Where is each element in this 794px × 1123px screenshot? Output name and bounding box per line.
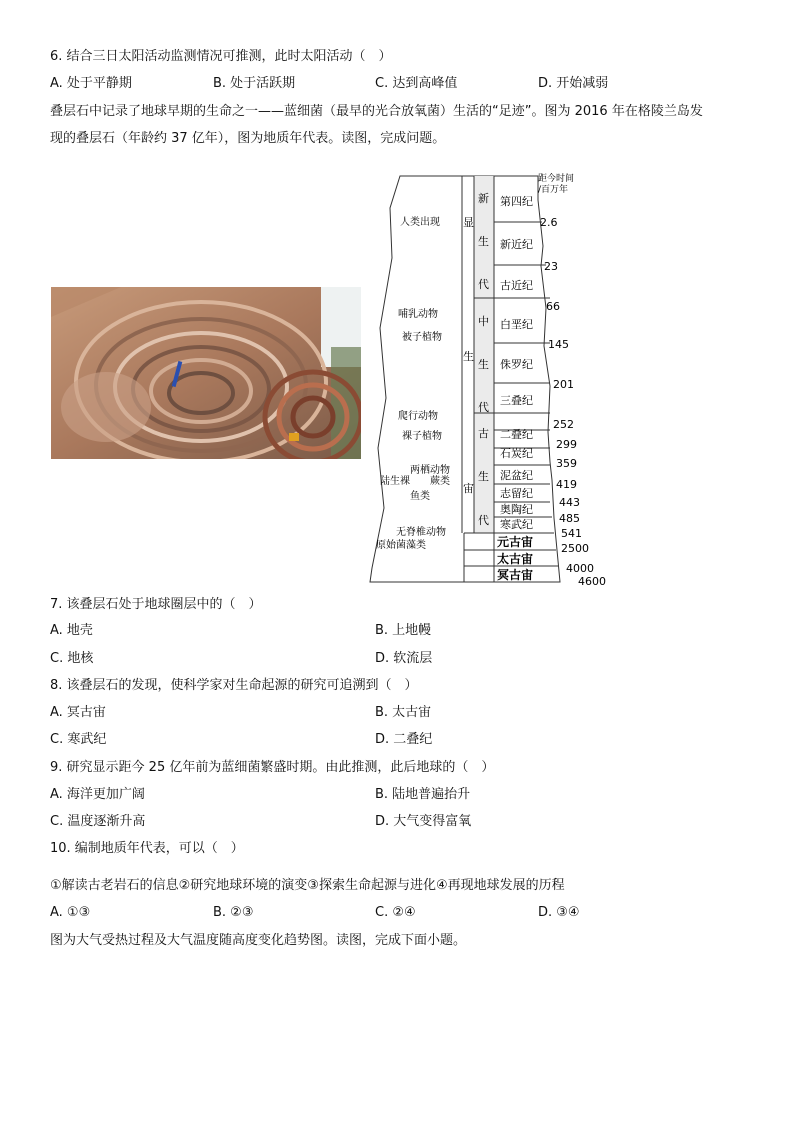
eon-proterozoic: 元古宙	[497, 535, 534, 549]
era-paleozoic-2: 代	[478, 514, 489, 527]
age-9: 443	[559, 496, 580, 509]
q8-option-d: D. 二叠纪	[375, 732, 433, 747]
age-1: 23	[544, 260, 558, 273]
q9-stem: 9. 研究显示距今 25 亿年前为蓝细菌繁盛时期。由此推测，此后地球的（ ）	[50, 760, 495, 775]
age-5: 252	[553, 418, 574, 431]
age-header-1: 距今时间	[538, 174, 575, 184]
life-4: 裸子植物	[402, 431, 442, 442]
q8-option-b: B. 太古宙	[375, 705, 432, 720]
age-8: 419	[556, 478, 577, 491]
q8-stem: 8. 该叠层石的发现，使科学家对生命起源的研究可追溯到（ ）	[50, 678, 418, 693]
era-mesozoic-1: 生	[478, 358, 489, 371]
period-7: 石炭纪	[500, 447, 533, 460]
period-6: 二叠纪	[500, 428, 533, 441]
life-9: 原始菌藻类	[376, 540, 426, 551]
eon-label-0: 显	[463, 216, 474, 229]
q7-stem: 7. 该叠层石处于地球圈层中的（ ）	[50, 597, 262, 612]
q7-option-c: C. 地核	[50, 651, 94, 666]
era-paleozoic-0: 古	[478, 427, 489, 440]
era-cenozoic-1: 生	[478, 235, 489, 248]
age-4: 201	[553, 378, 574, 391]
life-6: 蕨类	[430, 476, 450, 487]
q7-option-b: B. 上地幔	[375, 623, 432, 638]
era-cenozoic-2: 代	[478, 278, 489, 291]
era-paleozoic-1: 生	[478, 470, 489, 483]
era-mesozoic-0: 中	[478, 315, 489, 328]
eon-hadean: 冥古宙	[497, 568, 534, 582]
q9-option-c: C. 温度逐渐升高	[50, 814, 146, 829]
q8-option-a: A. 冥古宙	[50, 705, 106, 720]
era-mesozoic-2: 代	[478, 401, 489, 414]
age-13: 4000	[566, 562, 594, 575]
intro-line-1: 叠层石中记录了地球早期的生命之一——蓝细菌（最早的光合放氧菌）生活的“足迹”。图为 2016 年在格陵兰岛发	[50, 104, 703, 119]
geologic-time-table	[360, 168, 620, 592]
period-10: 奥陶纪	[500, 503, 533, 516]
q7-option-a: A. 地壳	[50, 623, 93, 638]
q10-statements: ①解读古老岩石的信息②研究地球环境的演变③探索生命起源与进化④再现地球发展的历程	[50, 878, 565, 893]
life-2: 被子植物	[402, 332, 442, 343]
age-3: 145	[548, 338, 569, 351]
q9-option-b: B. 陆地普遍抬升	[375, 787, 471, 802]
q6-option-b: B. 处于活跃期	[213, 76, 296, 91]
life-1: 哺乳动物	[398, 309, 438, 320]
age-6: 299	[556, 438, 577, 451]
q10-option-d: D. ③④	[538, 905, 580, 920]
q9-option-d: D. 大气变得富氧	[375, 814, 472, 829]
age-12: 2500	[561, 542, 589, 555]
age-14: 4600	[578, 575, 606, 588]
period-5: 三叠纪	[500, 394, 533, 407]
q10-stem: 10. 编制地质年代表，可以（ ）	[50, 841, 244, 856]
period-2: 古近纪	[500, 279, 533, 292]
eon-label-2: 宙	[463, 482, 474, 495]
period-3: 白垩纪	[500, 318, 533, 331]
period-11: 寒武纪	[500, 518, 533, 531]
q8-option-c: C. 寒武纪	[50, 732, 107, 747]
age-2: 66	[546, 300, 560, 313]
age-11: 541	[561, 527, 582, 540]
age-7: 359	[556, 457, 577, 470]
life-7: 鱼类	[410, 491, 430, 502]
q6-stem: 6. 结合三日太阳活动监测情况可推测，此时太阳活动（ ）	[50, 49, 392, 64]
period-1: 新近纪	[500, 238, 533, 251]
period-9: 志留纪	[500, 487, 533, 500]
q6-option-c: C. 达到高峰值	[375, 76, 458, 91]
q10-option-b: B. ②③	[213, 905, 254, 920]
period-4: 侏罗纪	[500, 358, 533, 371]
q6-option-d: D. 开始减弱	[538, 76, 609, 91]
eon-archean: 太古宙	[497, 552, 534, 566]
age-10: 485	[559, 512, 580, 525]
age-header-2: /百万年	[538, 185, 569, 195]
q10-option-c: C. ②④	[375, 905, 416, 920]
period-0: 第四纪	[500, 195, 533, 208]
era-cenozoic-0: 新	[478, 192, 489, 205]
q9-option-a: A. 海洋更加广阔	[50, 787, 145, 802]
q7-option-d: D. 软流层	[375, 651, 433, 666]
q10-option-a: A. ①③	[50, 905, 91, 920]
life-8: 无脊椎动物	[396, 527, 446, 538]
age-0: 2.6	[540, 216, 558, 229]
stromatolite-photo	[51, 287, 361, 459]
life-3: 爬行动物	[398, 411, 438, 422]
eon-label-1: 生	[463, 350, 474, 363]
life-0: 人类出现	[400, 217, 440, 228]
outro-text: 图为大气受热过程及大气温度随高度变化趋势图。读图，完成下面小题。	[50, 933, 467, 948]
q6-option-a: A. 处于平静期	[50, 76, 132, 91]
period-8: 泥盆纪	[500, 469, 533, 482]
life-wrap: 陆生裸	[380, 476, 410, 487]
intro-line-2: 现的叠层石（年龄约 37 亿年），图为地质年代表。读图，完成问题。	[50, 131, 446, 146]
life-5: 两栖动物	[410, 465, 450, 476]
